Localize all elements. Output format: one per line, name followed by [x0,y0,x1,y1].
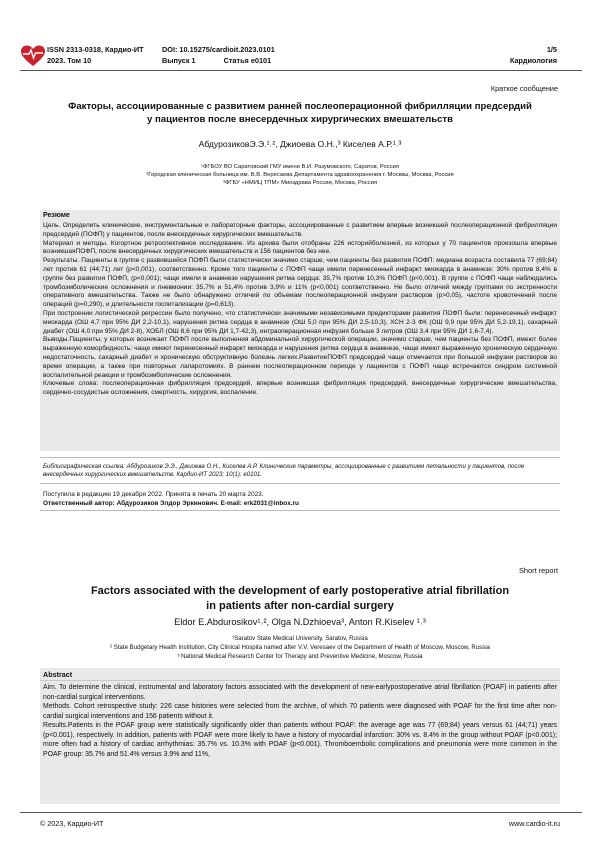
header-doi[interactable]: DOI: 10.15275/cardioit.2023.0101 [162,45,275,54]
header-page: 1/5 [546,45,557,54]
affiliation-ru-2: ²Городская клиническая больница им. В.В. Вересаева Департамента здравоохранения г. Москвы, Москва, Россия [146,172,454,178]
affiliations-en [20,634,580,661]
abstract-regression-ru: При построении логистической регрессии было получено, что статистически значимыми независимыми предикторами развития ПОФП были: перенесенный инфаркт миокарда (ОШ 4,7 при 95% ДИ 2,2-10,1), нарушения ритма сердца в анамнезе (ОШ 5,0 при 95% ДИ 2,5-10,3), ХСН 2-3 ФК (ОШ 9,9 при 95% ДИ 5,2-19,1), сахарный диабет (ОШ 4,0 при 95% ДИ 2-8), ХОБЛ (ОШ 8,6 при 95% ДИ 1,7-42,3), интраоперационная инфузия больше 3 литров (ОШ 3,4 при 95% ДИ 1,6-7,4). [43,309,557,335]
abstract-box-ru [40,210,560,451]
affiliation-ru-3: ³ФГБУ «НМИЦ ТПМ» Минздрава России, Москва, Россия [223,180,377,186]
authors-en: Eldor E.Abdurosikov¹˒², Olga N.Dzhioeva³, Anton R.Kiselev ¹˒³ [174,617,426,627]
affiliation-en-3: ³ National Medical Research Center for Therapy and Preventive Medicine, Moscow, Russia [177,653,423,660]
article-type-en: Short report [518,566,558,575]
title-en [25,584,575,614]
title-en-line2: in patients after non-cardial surgery [206,600,394,612]
affiliations-ru [20,163,580,187]
abstract-body-ru [40,220,560,401]
received-date: Поступила в редакцию 19 декабря 2022. Принята в печать 20 марта 2023. [43,491,264,498]
title-ru-line2: у пациентов после внесердечных хирургических вмешательств [146,114,454,125]
affiliation-en-1: ¹Saratov State Medical University, Saratov, Russia [232,635,368,642]
abstract-methods-en: Methods. Cohort retrospective study: 226 case histories were selected from the archive, of which 70 patients were diagnosed with POAF for the first time after non-cardial surgical interventions and 156 patients without it. [43,703,557,720]
citation-divider-bottom [40,483,560,484]
abstract-box-en [40,668,560,804]
article-meta [43,490,557,508]
abstract-methods-ru: Материал и методы. Когортное ретроспективное исследование. Из архива были отобраны 226 историйболезней, из которых у 70 пациентов произошла впервые возникшаяПОФП, после внесердечных хирургических вмешательств и 156 пациентов без нее. [43,239,557,256]
abstract-keywords-ru: Ключевые слова: послеоперационная фибрилляция предсердий, впервые возникшая фибрилляция предсердий, внесердечные хирургические вмешательства, сердечно-сосудистые осложнения, смертность, хирургия, воспаление. [43,380,557,397]
page-footer [40,819,560,828]
header-issue: Выпуск 1 [162,56,196,65]
authors-ru: АбдурозиковЭ.Э.¹˒², Джиоева О.Н.,³ Киселев А.Р.¹˒³ [198,139,402,149]
affiliation-en-2: ² State Budgetary Health Institution, City Clinical Hospita named after V.V. Veresaev of the Department of Health of Moscow, Moscow, Russia [110,644,490,651]
title-ru-line1: Факторы, ассоциированные с развитием ранней послеоперационной фибрилляции предсердий [68,101,532,112]
title-ru [25,100,575,126]
abstract-label-en: Abstract [40,668,560,681]
header-section: Кардиология [509,56,557,65]
title-en-line1: Factors associated with the development of early postoperative atrial fibrillation [90,585,510,597]
abstract-results-en: Results.Patients in the POAF group were statistically significantly older than patients without POAF: the average age was 77 (69;84) years versus 61 (44;71) years (p<0.001), respectively. In addition, patients with POAF were more likely to have a history of myocardial infarction: 30% vs. 8.4% in the group without POAF (p<0.001); more often had a history of cardiac arrhythmias: 35.7% vs. 10.3% with POAF (p<0.001). Thromboembolic complications and pneumonia were more common in the POAF group: 35.7% and 51.4% versus 3.9% and 11%, [43,722,557,758]
abstract-conclusions-ru: Выводы.Пациенты, у которых возникает ПОФП после выполнения абдоминальной хирургической операции, значимо старше, чем пациенты без ПОФП, имеют более выраженную коморбидность: чаще имеют перенесенный инфаркт миокарда и нарушения ритма сердца в анамнезе, чаще имеют выраженную хроническую сердечную недостаточность, сахарный диабет и хроническую обструктивную болезнь легких.РазвитиеПОФП предсердий чаще отмечается при большой инфузии растворов во время операции, а также при повторных лапаротомиях. В раннем послеоперационном периоде у пациентов с ПОФП чаще встречаются синдром системной воспалительной реакции и тромбоэмболические осложнения. [43,336,557,379]
footer-copyright: © 2023, Кардио-ИТ [40,819,104,828]
abstract-body-en [40,681,560,762]
header-divider [20,70,582,71]
header-issn: ISSN 2313-0318, Кардио-ИТ [47,45,144,54]
abstract-aim-ru: Цель. Определить клинические, инструментальные и лабораторные факторы, ассоциированные с развитием впервые возникшей послеоперационной фибрилляции предсердий (ПОФП) у пациентов, после внесердечных хирургических вмешательств. [43,222,557,238]
journal-logo-icon [20,44,46,68]
header-article: Статья е0101 [223,56,272,65]
affiliation-ru-1: ¹ФГБОУ ВО Саратовский ГМУ имени В.И. Разумовского, Саратов, Россия [201,164,399,170]
footer-divider [20,812,582,813]
article-type-ru: Краткое сообщение [490,84,558,93]
footer-url[interactable]: www.cardio-it.ru [508,819,560,828]
abstract-aim-en: Aim. To determine the clinical, instrumental and laboratory factors associated with the development of new-earlypostoperative atrial fibrillation (POAF) in patients after non-cardial surgical interventions. [43,684,557,701]
journal-header [47,44,557,66]
meta-divider [40,510,560,511]
header-year-volume: 2023. Том 10 [47,56,92,65]
abstract-results-ru: Результаты. Пациенты в группе с развившейся ПОФП были статистически значимо старше, чем пациенты без развития ПОФП: медиана возраста составила 77 (69;84) лет против 61 (44;71) лет (p<0,001), соответственно. Кроме того пациенты с ПОФП чаще имели перенесенный инфаркт миокарда в анамнезе: 30% против 8,4% в группе без развития ПОФП, (p<0,001); чаще имели в анамнезе нарушения ритма сердца: 35,7% против 10,3% ПОФП (p<0,001). В группе с ПОФП чаще наблюдались тромбоэмболические осложнения и пневмонии: 35,7% и 51,4% против 3,9% и 11% (p<0,001) соответственно. Не было отличий между группами по экстренности оперативного вмешательства. Также не было обнаружено отличий по объемам послеоперационной инфузии растворов (p>0,05), частоте кровотечений после операций (p=0,290), и длительности госпитализации (p=0,613). [43,257,557,309]
citation-divider [40,457,560,458]
corresponding-author: Ответственный автор: Абдурозиков Элдор Эркинович. E-mail: erk2031@inbox.ru [43,500,299,507]
bibliographic-citation: Библиографическая ссылка: Абдурозиков Э.Э., Джиоева О.Н., Киселев А.Р. Клинические параметры, ассоциированные с развитием летальности у пациентов, после внесердечных хирургических вмешательств. Кардио-ИТ 2023; 10(1): e0101. [43,463,525,478]
abstract-label-ru: Резюме [43,212,70,219]
